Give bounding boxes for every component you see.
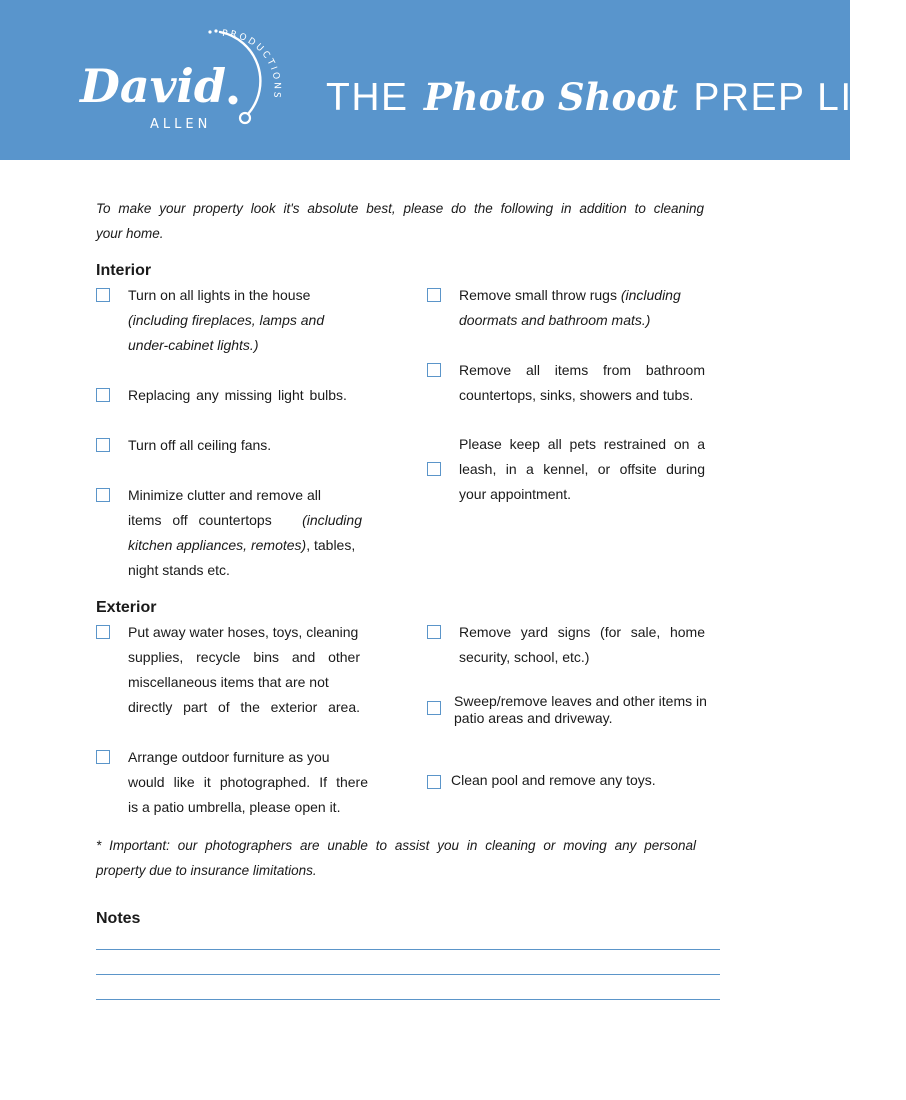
item-line: Arrange outdoor furniture as you [128,749,330,765]
checkbox[interactable] [96,750,110,764]
item-line: Put away water hoses, toys, cleaning [128,624,359,640]
item-line: patio areas and driveway. [454,710,613,726]
svg-text:PRODUCTIONS [222,29,282,101]
item-text [459,432,705,507]
item-line: would like it photographed. If there [128,774,368,790]
interior-heading: Interior [96,262,152,279]
item-line: Please keep all pets restrained on a [459,436,705,452]
item-line: Remove yard signs (for sale, home [459,624,705,640]
checkbox[interactable] [427,363,441,377]
title-suffix: PREP LIST [693,76,906,119]
item-line-tail: (including [620,287,681,303]
checkbox[interactable] [427,625,441,639]
checkbox[interactable] [427,462,441,476]
item-line: (including fireplaces, lamps and [128,312,325,328]
checkbox[interactable] [96,488,110,502]
item-line: Remove small throw rugs [459,287,617,303]
exterior-heading: Exterior [96,599,157,616]
item-text [454,693,724,727]
item-line: is a patio umbrella, please open it. [128,799,341,815]
item-line: Minimize clutter and remove all [128,487,321,503]
logo-productions-text: PRODUCTIONS [221,28,282,101]
item-line: Remove all items from bathroom [459,362,705,378]
item-line: security, school, etc.) [459,649,590,665]
item-line: leash, in a kennel, or offsite during [459,461,705,477]
item-line-tail: (including [302,512,362,528]
item-line: your appointment. [459,486,572,502]
item-text: Replacing any missing light bulbs. [128,387,347,403]
logo-script-text: David [80,59,227,113]
item-text: Clean pool and remove any toys. [451,772,656,788]
note-line: property due to insurance limitations. [96,863,317,878]
checkbox[interactable] [96,438,110,452]
item-text [459,283,709,333]
item-line: night stands etc. [128,562,230,578]
notes-heading: Notes [96,910,141,927]
checkbox[interactable] [96,625,110,639]
header-banner [0,0,906,160]
notes-line[interactable] [96,974,720,975]
notes-line[interactable] [96,999,720,1000]
item-text: Turn off all ceiling fans. [128,437,272,453]
checkbox[interactable] [427,288,441,302]
title-prefix: THE [326,76,409,119]
item-line: Turn on all lights in the house [128,287,311,303]
checkbox[interactable] [96,288,110,302]
item-line: doormats and bathroom mats.) [459,312,651,328]
item-line: miscellaneous items that are not [128,674,329,690]
item-line: Sweep/remove leaves and other items in [454,693,707,709]
item-line: supplies, recycle bins and other [128,649,360,665]
note-line: * Important: our photographers are unable to assist you in cleaning or moving any personal [96,838,696,853]
item-line-tail: , tables, [306,537,356,553]
notes-line[interactable] [96,949,720,950]
item-line: kitchen appliances, remotes) [128,537,307,553]
item-line: items off countertops [128,512,272,528]
item-text [128,745,368,820]
item-line: directly part of the exterior area. [128,699,360,715]
item-text [459,620,705,670]
item-text [128,483,362,583]
item-text [128,283,324,358]
item-text [459,358,705,408]
david-allen-logo [72,20,302,132]
item-text [128,620,360,720]
title-script: Photo Shoot [423,75,678,119]
intro-line: To make your property look it's absolute best, please do the following in addition to cleaning [96,201,704,216]
checkbox[interactable] [96,388,110,402]
logo-allen-text: ALLEN [150,117,212,132]
intro-paragraph [96,196,704,246]
page-title [326,70,906,125]
checkbox[interactable] [427,701,441,715]
important-note [96,833,696,883]
checkbox[interactable] [427,775,441,789]
item-line: countertops, sinks, showers and tubs. [459,387,694,403]
item-line: under-cabinet lights.) [128,337,259,353]
intro-line: your home. [96,226,164,241]
